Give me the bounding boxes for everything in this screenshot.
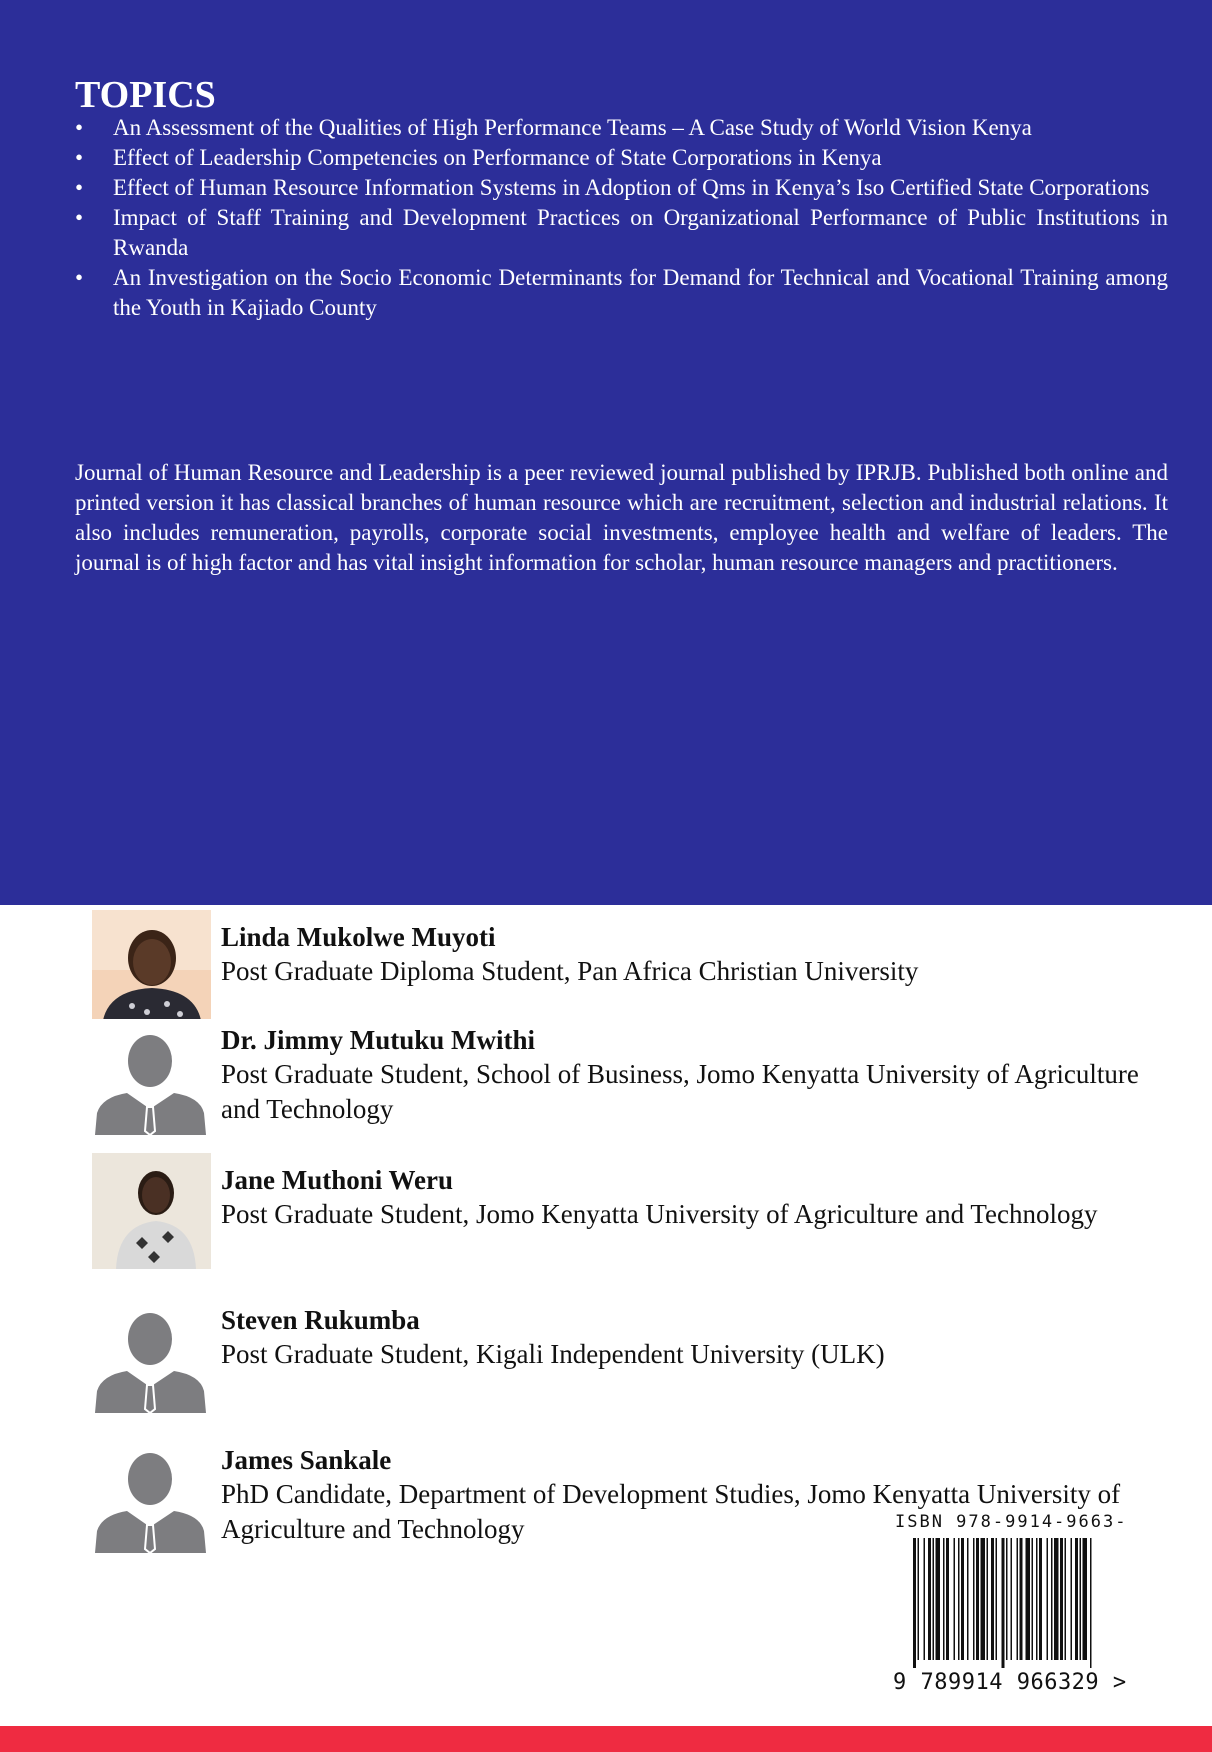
barcode-bar [954, 1538, 956, 1660]
author-photo [92, 910, 211, 1026]
topic-item [75, 263, 1168, 323]
barcode-bar [996, 1538, 998, 1660]
barcode-bar [1080, 1538, 1082, 1660]
barcode-bar [1090, 1538, 1092, 1668]
barcode-bar [918, 1538, 920, 1660]
topic-text: An Assessment of the Qualities of High Performance Teams – A Case Study of World Vision Kenya [113, 115, 1032, 140]
journal-description: Journal of Human Resource and Leadership is a peer reviewed journal published by IPRJB. Published both online and printed version it has classical branches of human resource which are recruitment, selection and industrial relations. It also includes remuneration, payrolls, corporate social investments, employee health and welfare of leaders. The journal is of high factor and has vital insight information for scholar, human resource managers and practitioners. [75, 460, 1168, 575]
barcode-bar [958, 1538, 960, 1660]
barcode-bar [936, 1538, 941, 1660]
barcode-bar [928, 1538, 931, 1660]
author-name: Steven Rukumba [221, 1305, 420, 1335]
barcode-bar [987, 1538, 989, 1660]
topic-text: Impact of Staff Training and Development Practices on Organizational Performance of Public Institutions in Rwanda [113, 205, 1168, 260]
barcode-bars [913, 1538, 1098, 1668]
barcode-bar [1065, 1538, 1067, 1660]
topic-item [75, 143, 1168, 173]
bullet-icon: • [75, 205, 84, 230]
barcode-bar [1083, 1538, 1088, 1660]
barcode-bar [1039, 1538, 1042, 1660]
topic-text: Effect of Leadership Competencies on Performance of State Corporations in Kenya [113, 145, 882, 170]
topics-list [75, 113, 1168, 323]
bullet-icon: • [75, 145, 84, 170]
isbn-label: ISBN 978-9914-9663- [895, 1512, 1128, 1532]
bullet-icon: • [75, 115, 84, 140]
barcode-bar [1071, 1538, 1073, 1660]
barcode-bar [1075, 1538, 1078, 1660]
barcode-bar [924, 1538, 926, 1660]
isbn-barcode [893, 1512, 1128, 1697]
barcode-bar [1051, 1538, 1053, 1660]
barcode-bar [1011, 1538, 1013, 1660]
person-silhouette-icon [92, 1019, 211, 1135]
author-name: James Sankale [221, 1445, 392, 1475]
barcode-bar [961, 1538, 964, 1660]
author-affiliation: PhD Candidate, Department of Development Studies, Jomo Kenyatta University of Agriculture and Technology [221, 1479, 1121, 1544]
topic-item [75, 203, 1168, 263]
ean-digits: 9 789914 966329 > [893, 1670, 1127, 1695]
barcode-bar [913, 1538, 916, 1668]
author-name: Dr. Jimmy Mutuku Mwithi [221, 1025, 536, 1055]
author-affiliation: Post Graduate Student, School of Business, Jomo Kenyatta University of Agriculture and Technology [221, 1059, 1139, 1124]
barcode-bar [1006, 1538, 1008, 1660]
barcode-bar [1002, 1538, 1005, 1668]
barcode-bar [967, 1538, 969, 1660]
topic-item [75, 173, 1168, 203]
author-name: Jane Muthoni Weru [221, 1165, 454, 1195]
person-silhouette-icon [92, 1437, 211, 1553]
barcode-bar [973, 1538, 975, 1660]
author-name: Linda Mukolwe Muyoti [221, 922, 496, 952]
bullet-icon: • [75, 175, 84, 200]
barcode-bar [976, 1538, 979, 1660]
person-silhouette-icon [92, 1297, 211, 1413]
barcode-bar [946, 1538, 949, 1660]
barcode-bar [1032, 1538, 1034, 1660]
topic-item [75, 113, 1168, 143]
author-affiliation: Post Graduate Student, Jomo Kenyatta University of Agriculture and Technology [221, 1199, 1098, 1229]
barcode-bar [1054, 1538, 1059, 1660]
author-affiliation: Post Graduate Diploma Student, Pan Africa Christian University [221, 956, 919, 986]
topics-heading: TOPICS [75, 74, 216, 116]
barcode-bar [1017, 1538, 1019, 1660]
barcode-bar [1060, 1538, 1063, 1660]
bullet-icon: • [75, 265, 84, 290]
author-affiliation: Post Graduate Student, Kigali Independent University (ULK) [221, 1339, 885, 1369]
barcode-bar [981, 1538, 986, 1660]
topic-text: An Investigation on the Socio Economic Determinants for Demand for Technical and Vocational Training among the Youth in Kajiado County [113, 265, 1168, 320]
barcode-bar [1047, 1538, 1049, 1660]
barcode-bar [933, 1538, 935, 1660]
author-photo [92, 1153, 211, 1269]
barcode-bar [991, 1538, 994, 1660]
barcode-bar [1020, 1538, 1023, 1660]
topic-text: Effect of Human Resource Information Systems in Adoption of Qms in Kenya’s Iso Certified State Corporations [113, 175, 1150, 200]
barcode-bar [943, 1538, 945, 1660]
bottom-strip [0, 1726, 1212, 1752]
barcode-bar [1036, 1538, 1038, 1660]
barcode-bar [1026, 1538, 1031, 1660]
